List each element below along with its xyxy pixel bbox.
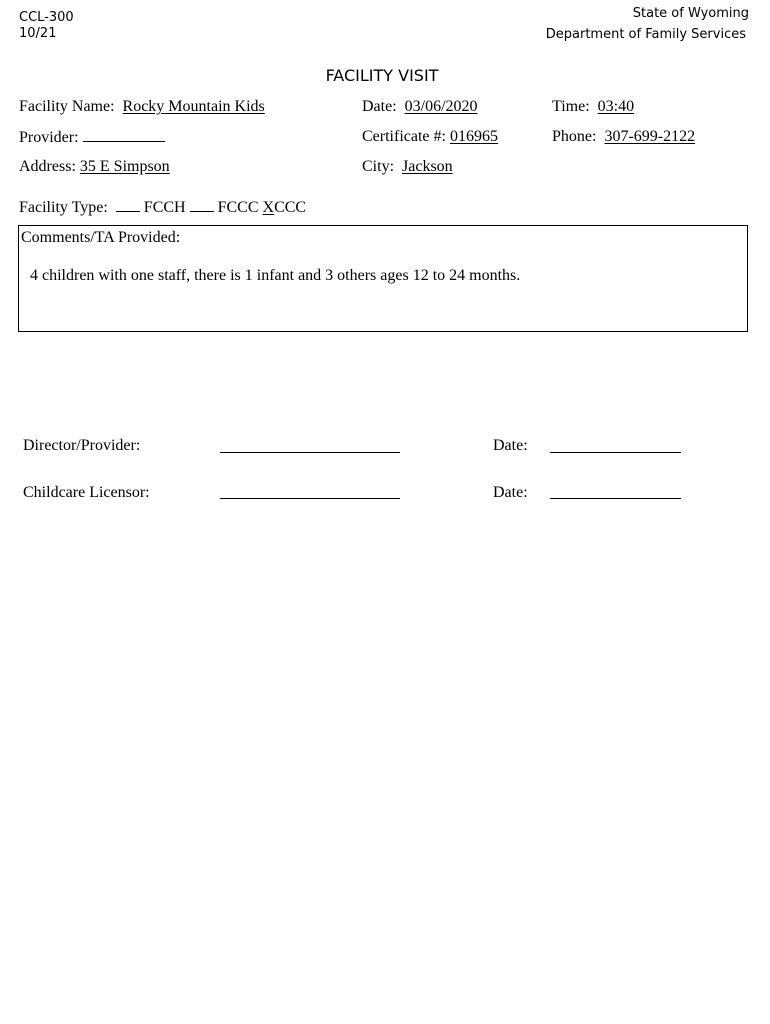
licensor-signature-label: Childcare Licensor: <box>23 484 150 501</box>
facility-name-field <box>19 97 265 117</box>
director-signature-label: Director/Provider: <box>23 437 141 454</box>
facility-type-option-fcch: FCCH <box>143 199 186 216</box>
facility-name-value: Rocky Mountain Kids <box>122 98 265 115</box>
director-date-line[interactable] <box>550 452 681 453</box>
phone-field <box>552 127 695 147</box>
certificate-field <box>362 127 498 147</box>
facility-type-checkbox-fccc[interactable] <box>190 197 214 212</box>
facility-name-label: Facility Name: <box>19 98 115 115</box>
address-label: Address: <box>19 158 76 175</box>
provider-label: Provider: <box>19 129 79 146</box>
facility-type-checkbox-ccc[interactable]: X <box>262 199 275 216</box>
city-value: Jackson <box>402 158 453 175</box>
date-field <box>362 97 478 117</box>
director-signature-line[interactable] <box>220 452 400 453</box>
licensor-date-line[interactable] <box>550 498 681 499</box>
form-revision: 10/21 <box>19 26 57 41</box>
provider-field <box>19 127 165 148</box>
comments-text: 4 children with one staff, there is 1 infant and 3 others ages 12 to 24 months. <box>30 267 521 284</box>
licensor-date-label: Date: <box>493 484 528 501</box>
facility-type-checkbox-fcch[interactable] <box>116 197 140 212</box>
time-value: 03:40 <box>597 98 635 115</box>
certificate-label: Certificate #: <box>362 128 446 145</box>
director-date-label: Date: <box>493 437 528 454</box>
certificate-value: 016965 <box>449 128 498 145</box>
state-name: State of Wyoming <box>632 6 749 21</box>
facility-type-option-fccc: FCCC <box>217 199 259 216</box>
address-field <box>19 157 170 177</box>
licensor-signature-line[interactable] <box>220 498 400 499</box>
date-label: Date: <box>362 98 397 115</box>
facility-type-option-ccc: CCC <box>274 199 307 216</box>
facility-type-row <box>19 197 306 218</box>
city-label: City: <box>362 158 395 175</box>
date-value: 03/06/2020 <box>404 98 478 115</box>
time-field <box>552 97 634 117</box>
form-code: CCL-300 <box>19 10 74 25</box>
comments-label: Comments/TA Provided: <box>21 229 181 246</box>
time-label: Time: <box>552 98 590 115</box>
phone-value: 307-699-2122 <box>604 128 696 145</box>
department-name: Department of Family Services <box>545 27 746 42</box>
comments-box <box>18 225 748 332</box>
address-value: 35 E Simpson <box>79 158 170 175</box>
page-title: FACILITY VISIT <box>325 66 439 85</box>
facility-type-label: Facility Type: <box>19 199 108 216</box>
phone-label: Phone: <box>552 128 597 145</box>
city-field <box>362 157 453 177</box>
provider-blank-line <box>83 127 165 142</box>
